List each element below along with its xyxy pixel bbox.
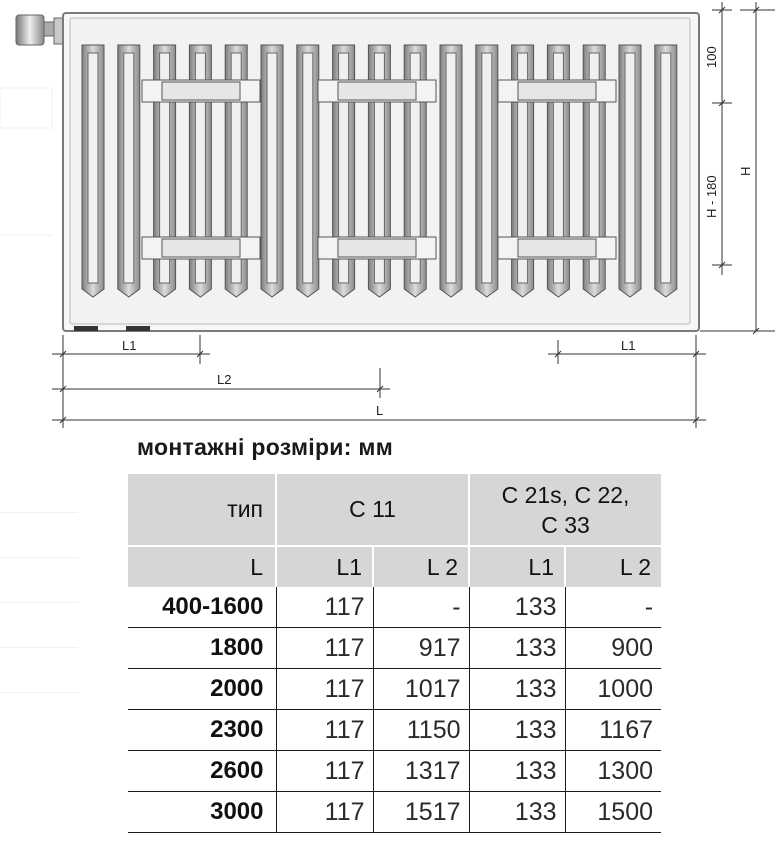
fin-channel xyxy=(124,53,134,283)
mounting-bracket xyxy=(142,80,260,102)
cell: 117 xyxy=(276,587,373,628)
fin-channel xyxy=(267,53,277,283)
cell: 1517 xyxy=(373,792,469,833)
sub-header-l2-c11: L 2 xyxy=(373,546,469,587)
dim-l1-right: L1 xyxy=(621,338,636,353)
fin-channel xyxy=(88,53,98,283)
cell: 1150 xyxy=(373,710,469,751)
dim-h: H xyxy=(738,166,753,176)
cell: 1300 xyxy=(565,751,661,792)
dim-l2: L2 xyxy=(217,372,232,387)
table-row xyxy=(128,751,661,792)
cell: 133 xyxy=(469,587,565,628)
sub-header-l1-c11: L1 xyxy=(276,546,373,587)
mounting-bracket xyxy=(318,80,436,102)
table-row xyxy=(128,628,661,669)
cell: 917 xyxy=(373,628,469,669)
group-header-line: C 33 xyxy=(541,511,590,538)
row-length: 400-1600 xyxy=(128,587,276,628)
cell: 900 xyxy=(565,628,661,669)
dim-l1-left: L1 xyxy=(122,338,137,353)
cell: 133 xyxy=(469,751,565,792)
cell: 133 xyxy=(469,710,565,751)
cell: 117 xyxy=(276,669,373,710)
cell: 133 xyxy=(469,669,565,710)
fin-channel xyxy=(625,53,635,283)
row-length: 3000 xyxy=(128,792,276,833)
background-ghost xyxy=(0,88,52,235)
dim-100: 100 xyxy=(704,46,719,68)
mounting-bracket xyxy=(498,237,616,259)
mounting-bracket xyxy=(498,80,616,102)
fin-channel xyxy=(303,53,313,283)
fin-channel xyxy=(446,53,456,283)
cell: 1167 xyxy=(565,710,661,751)
cell: 117 xyxy=(276,628,373,669)
group-header-c21-c22-c33 xyxy=(469,474,661,546)
thermostatic-valve xyxy=(16,15,64,45)
cell: 117 xyxy=(276,751,373,792)
fin-channel xyxy=(661,53,671,283)
group-header-line: C 21s, C 22, xyxy=(501,481,630,508)
table-row xyxy=(128,710,661,751)
mounting-dimensions-table xyxy=(128,474,661,833)
cell: 1500 xyxy=(565,792,661,833)
dim-h-180: H - 180 xyxy=(704,175,719,218)
fin-channel xyxy=(482,53,492,283)
cell: 117 xyxy=(276,710,373,751)
row-length: 2000 xyxy=(128,669,276,710)
mounting-bracket xyxy=(318,237,436,259)
mounting-dimensions-caption: монтажні розміри: мм xyxy=(137,434,394,460)
row-length: 1800 xyxy=(128,628,276,669)
cell: - xyxy=(565,587,661,628)
cell: 1000 xyxy=(565,669,661,710)
cell: 133 xyxy=(469,628,565,669)
table-row xyxy=(128,792,661,833)
l-header: L xyxy=(128,546,276,587)
type-header: тип xyxy=(128,474,276,546)
mounting-bracket xyxy=(142,237,260,259)
cell: 1017 xyxy=(373,669,469,710)
table-row xyxy=(128,587,661,628)
background-ghost-table xyxy=(0,468,78,693)
row-length: 2300 xyxy=(128,710,276,751)
row-length: 2600 xyxy=(128,751,276,792)
cell: - xyxy=(373,587,469,628)
sub-header-l1-c21: L1 xyxy=(469,546,565,587)
dim-l: L xyxy=(376,403,384,418)
table-row xyxy=(128,669,661,710)
sub-header-l2-c21: L 2 xyxy=(565,546,661,587)
cell: 133 xyxy=(469,792,565,833)
cell: 117 xyxy=(276,792,373,833)
cell: 1317 xyxy=(373,751,469,792)
group-header-c11: C 11 xyxy=(276,474,469,546)
